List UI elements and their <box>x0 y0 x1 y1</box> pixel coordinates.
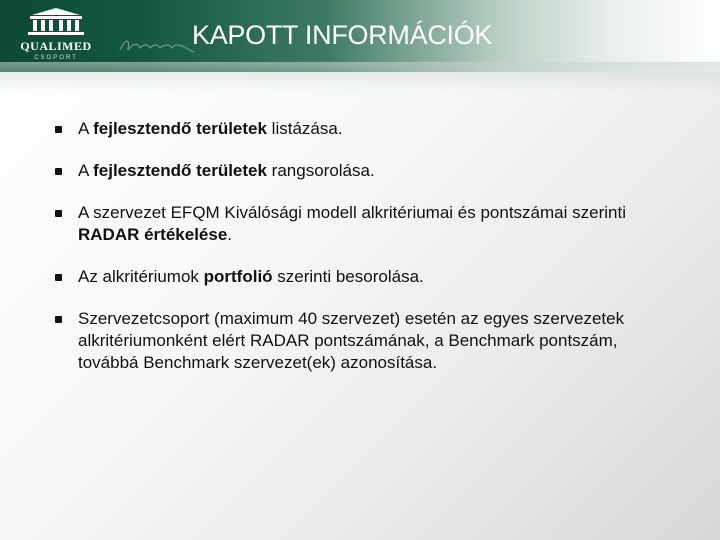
bullet-list <box>52 118 672 394</box>
signature-decoration <box>118 36 198 56</box>
text-segment: Szervezetcsoport (maximum 40 szervezet) esetén az egyes szervezetek alkritériumonként elért RADAR pontszámának, a Benchmark pontszám, továbbá Benchmark szervezet(ek) azonosítása. <box>78 309 625 372</box>
list-item <box>52 308 672 374</box>
text-segment: A szervezet EFQM Kiválósági modell alkritériumai és pontszámai szerinti <box>78 203 626 222</box>
list-item-text <box>78 309 624 372</box>
emphasis-text: portfolió <box>203 267 273 286</box>
bullet-square-icon <box>55 210 62 217</box>
text-segment: szerinti besorolása. <box>272 267 424 286</box>
logo-name: QUALIMED <box>20 39 92 53</box>
text-segment: . <box>227 225 233 244</box>
logo-subtitle: CSOPORT <box>34 55 78 61</box>
emphasis-text: RADAR értékelése <box>78 225 228 244</box>
emphasis-text: fejlesztendő területek <box>93 161 267 180</box>
list-item-text <box>78 161 375 180</box>
list-item <box>52 266 672 288</box>
logo <box>10 8 102 64</box>
page-title: KAPOTT INFORMÁCIÓK <box>192 20 493 50</box>
header-shadow <box>0 62 720 92</box>
list-item-text <box>78 119 343 138</box>
list-item-text <box>78 267 424 286</box>
text-segment: A <box>78 161 94 180</box>
list-item <box>52 118 672 140</box>
list-item <box>52 160 672 182</box>
bullet-square-icon <box>55 274 62 281</box>
text-segment: A <box>78 119 94 138</box>
bullet-square-icon <box>55 168 62 175</box>
emphasis-text: fejlesztendő területek <box>93 119 267 138</box>
list-item-text <box>78 203 626 244</box>
text-segment: Az alkritériumok <box>78 267 204 286</box>
building-icon <box>28 8 84 36</box>
bullet-square-icon <box>55 126 62 133</box>
list-item <box>52 202 672 246</box>
text-segment: rangsorolása. <box>266 161 375 180</box>
text-segment: listázása. <box>266 119 343 138</box>
bullet-square-icon <box>55 316 62 323</box>
